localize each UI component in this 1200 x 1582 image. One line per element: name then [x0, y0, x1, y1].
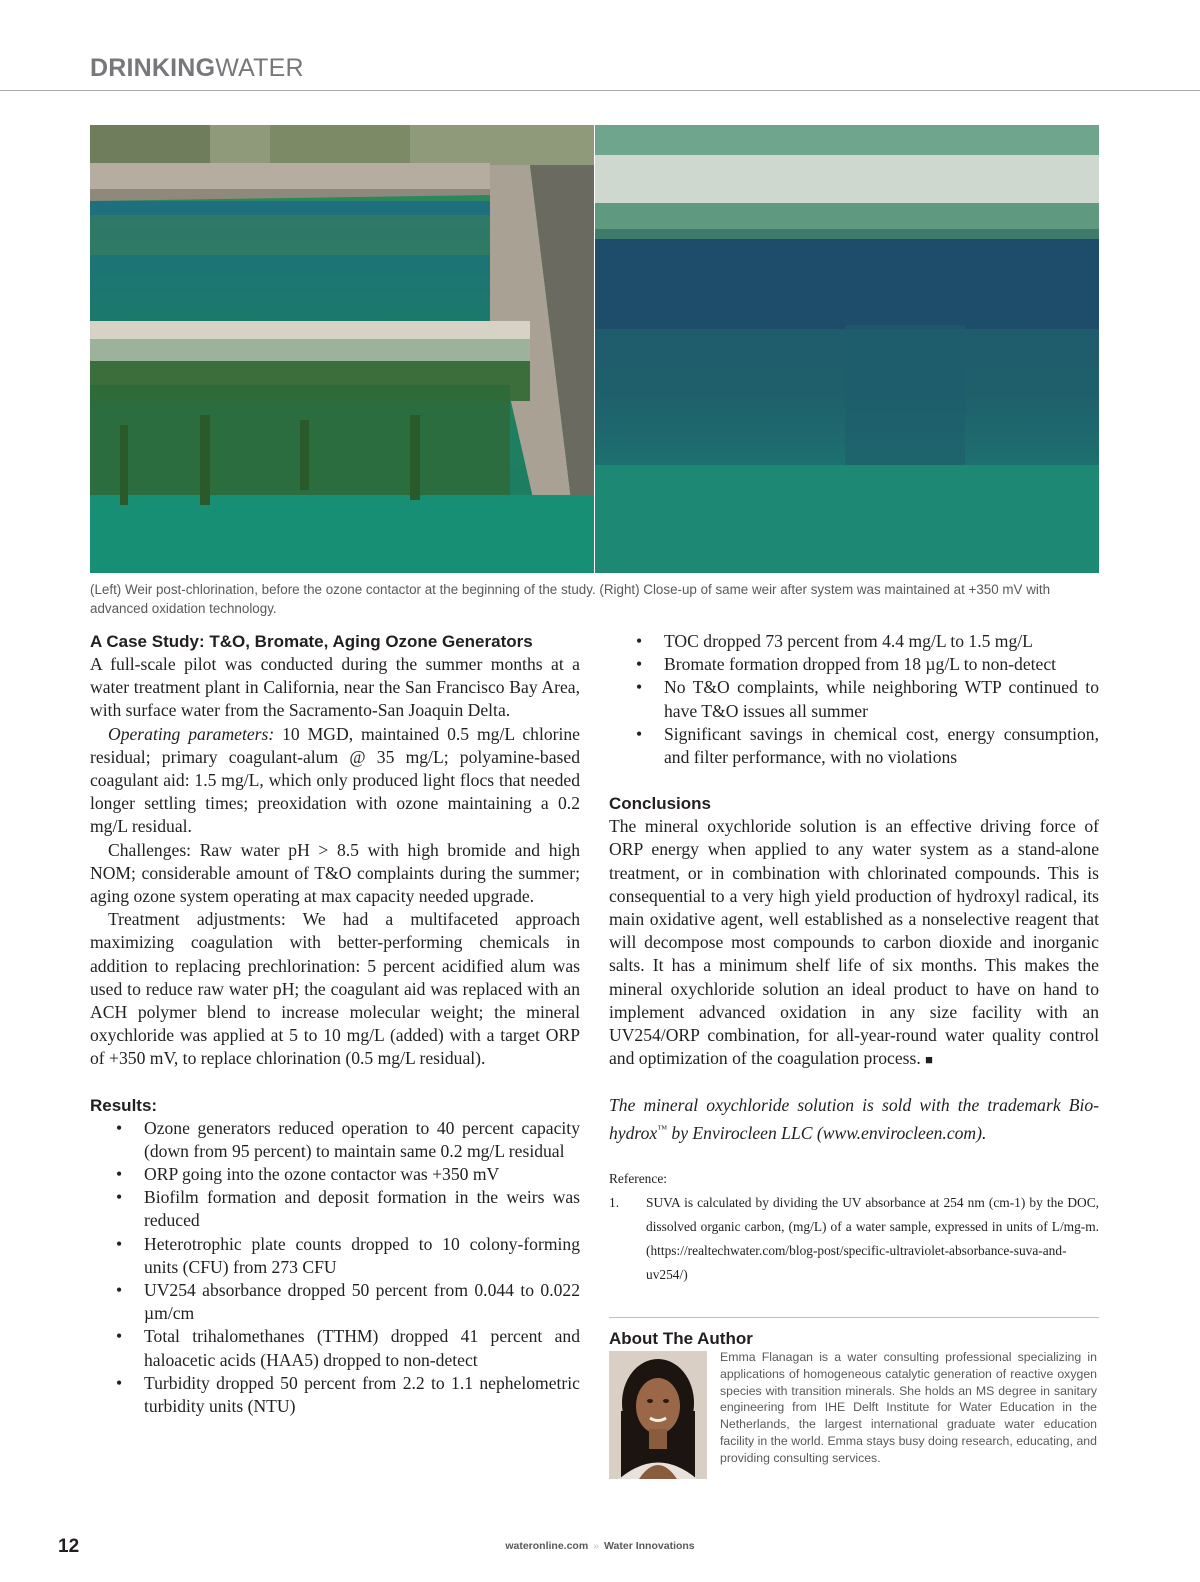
- footer-site: wateronline.com: [505, 1540, 589, 1552]
- trademark-note: [609, 1094, 1099, 1144]
- author-portrait: [609, 1351, 707, 1479]
- results-heading: Results:: [90, 1095, 158, 1115]
- list-item: • TOC dropped 73 percent from 4.4 mg/L to 1.5 mg/L: [609, 630, 1099, 653]
- case-study-intro: A full-scale pilot was conducted during the summer months at a water treatment plant in California, near the San Francisco Bay Area, with surface water from the Sacramento-San Joaquin Delta.: [90, 654, 580, 721]
- reference-text: SUVA is calculated by dividing the UV absorbance at 254 nm (cm-1) by the DOC, dissolved organic carbon, (mg/L) of a water sample, expressed in units of L/mg-m. (https://realtechwater.com/blog-post/specific-ultraviolet-absorbance-suva-and-uv254/): [646, 1194, 1099, 1282]
- conclusions-heading: Conclusions: [609, 794, 712, 814]
- author-divider: [609, 1317, 1099, 1318]
- trademark-text-1: The mineral oxychloride solution is sold with the trademark Bio-hydrox: [609, 1095, 1099, 1143]
- section-header-bold: DRINKING: [90, 54, 216, 82]
- footer-publication: Water Innovations: [604, 1540, 695, 1552]
- list-item: • Turbidity dropped 50 percent from 2.2 to 1.1 nephelometric turbidity units (NTU): [90, 1372, 580, 1418]
- page-footer: [0, 1540, 1200, 1552]
- end-mark: ■: [925, 1052, 933, 1068]
- list-item: • UV254 absorbance dropped 50 percent from 0.044 to 0.022 µm/cm: [90, 1279, 580, 1325]
- author-bio: Emma Flanagan is a water consulting professional specializing in applications of homogeneous catalytic generation of reactive oxygen species with transition minerals. She holds an MS degree in sanitary engineering from IHE Delft Institute for Water Education in the Netherlands, the largest international graduate water education facility in the world. Emma stays busy doing research, educating, and providing consulting services.: [720, 1349, 1097, 1466]
- author-heading: About The Author: [609, 1328, 753, 1348]
- header-rule: [0, 90, 1200, 91]
- list-item: • Bromate formation dropped from 18 µg/L to non-detect: [609, 653, 1099, 676]
- page-number: 12: [58, 1536, 80, 1557]
- reference-item: [609, 1191, 1099, 1287]
- results-list: [90, 1117, 580, 1419]
- list-item: • No T&O complaints, while neighboring WTP continued to have T&O issues all summer: [609, 676, 1099, 722]
- case-study-heading: A Case Study: T&O, Bromate, Aging Ozone Generators: [90, 632, 533, 651]
- left-column: [90, 630, 580, 1418]
- list-item: • Ozone generators reduced operation to 40 percent capacity (down from 95 percent) to maintain same 0.2 mg/L residual: [90, 1117, 580, 1163]
- reference-label: Reference:: [609, 1170, 667, 1186]
- section-header-light: WATER: [215, 54, 304, 82]
- right-column: [609, 630, 1099, 1481]
- reference-number: 1.: [609, 1194, 620, 1210]
- conclusions-text: The mineral oxychloride solution is an effective driving force of ORP energy when applied to any water system as a stand-alone treatment, or in combination with chlorinated compounds. This is consequential to a very high yield production of hydroxyl radical, its main oxidative agent, well established as a nonselective reagent that will decompose most compounds to carbon dioxide and inorganic salts. It has a minimum shelf life of six months. This makes the mineral oxychloride solution an ideal product to have on hand to implement advanced oxidation in any size facility with an UV254/ORP combination, for all-year-round water quality control and optimization of the coagulation process.: [609, 816, 1099, 1069]
- list-item: • Biofilm formation and deposit formation in the weirs was reduced: [90, 1186, 580, 1232]
- trademark-symbol: ™: [657, 1123, 668, 1135]
- results-list-continued: [609, 630, 1099, 769]
- photo-caption: (Left) Weir post-chlorination, before the ozone contactor at the beginning of the study. (Right) Close-up of same weir after system was maintained at +350 mV with advanced oxidation technology.: [90, 582, 1051, 616]
- footer-separator: »: [593, 1540, 600, 1552]
- list-item: • Total trihalomethanes (TTHM) dropped 41 percent and haloacetic acids (HAA5) dropped to non-detect: [90, 1325, 580, 1371]
- photo-weir-after: [595, 125, 1099, 573]
- operating-parameters: [90, 723, 580, 839]
- section-header: [90, 54, 304, 83]
- list-item: • Heterotrophic plate counts dropped to 10 colony-forming units (CFU) from 273 CFU: [90, 1233, 580, 1279]
- photo-weir-before: [90, 125, 594, 573]
- author-section: [609, 1351, 1099, 1481]
- list-item: • Significant savings in chemical cost, energy consumption, and filter performance, with no violations: [609, 723, 1099, 769]
- challenges-paragraph: Challenges: Raw water pH > 8.5 with high bromide and high NOM; considerable amount of T&O complaints during the summer; aging ozone system operating at max capacity needed upgrade.: [90, 839, 580, 907]
- trademark-text-2: by Envirocleen LLC (www.envirocleen.com).: [667, 1122, 987, 1143]
- treatment-paragraph: Treatment adjustments: We had a multifaceted approach maximizing coagulation with better-performing chemicals in addition to replacing prechlorination: 5 percent acidified alum was used to reduce raw water pH; the coagulant aid was replaced with an ACH polymer blend to increase molecular weight; the mineral oxychloride was applied at 5 to 10 mg/L (added) with a target ORP of +350 mV, to replace chlorination (0.5 mg/L residual).: [90, 909, 580, 1069]
- operating-label: Operating parameters:: [108, 723, 275, 744]
- list-item: • ORP going into the ozone contactor was +350 mV: [90, 1163, 580, 1186]
- operating-text: 10 MGD, maintained 0.5 mg/L chlorine residual; primary coagulant-alum @ 35 mg/L; polyamine-based coagulant aid: 1.5 mg/L, which only produced light flocs that needed longer settling times; preoxidation with ozone maintaining a 0.2 mg/L residual.: [90, 723, 580, 837]
- conclusions-paragraph: [609, 815, 1099, 1071]
